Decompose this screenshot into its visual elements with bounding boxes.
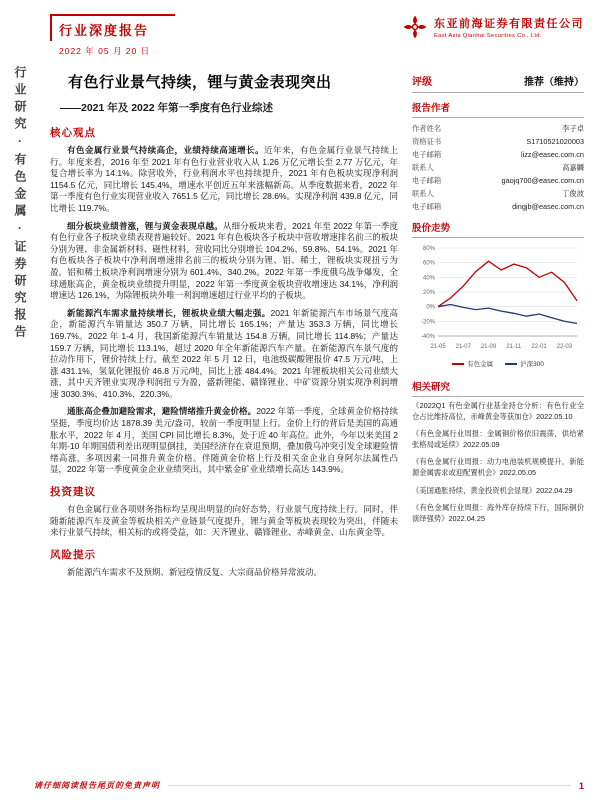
svg-text:21-09: 21-09	[480, 344, 497, 350]
paragraph-body: 2022 年第一季度，全球黄金价格持续坚挺，季度均价达 1878.39 美元/盎司，较前一季度明显上行。金价上行的背后是美国的高通胀水平，2022 年 4 月，美国 CPI 同比增长 8.3%，处于近 40 年高位。此外，今年以来美国 2 年期-10 年期国债利差出现明显倒挂，美国经济存在衰退预期，叠加俄乌冲突引发全球避险情绪高涨，多项因素一同推升黄金价格。伴随黄金价格上行及相关金企业自身阿尔法属性凸显，2022 年第一季度黄金企业业绩突出，其中紫金矿业业绩增长高达 143.9%。	[50, 406, 398, 475]
page-number: 1	[578, 780, 584, 791]
related-research-list	[412, 401, 584, 524]
author-row-label: 联系人	[412, 189, 434, 198]
core-paragraph	[50, 145, 398, 215]
company-logo-icon	[402, 14, 428, 40]
author-row-label: 电子邮箱	[412, 202, 442, 211]
authors-section-title: 报告作者	[412, 93, 584, 118]
svg-text:21-05: 21-05	[430, 344, 446, 350]
core-paragraph	[50, 221, 398, 302]
section-heading-investment: 投资建议	[50, 486, 96, 499]
svg-text:80%: 80%	[422, 246, 435, 252]
rating-row	[412, 73, 584, 93]
author-row	[412, 187, 584, 200]
price-chart	[412, 242, 584, 357]
legend-swatch-icon	[452, 363, 464, 365]
footer-divider	[168, 785, 571, 786]
header-left	[50, 14, 175, 57]
core-paragraph	[50, 308, 398, 401]
risk-paragraph: 新能源汽车需求不及预期、新冠疫情反复、大宗商品价格异常波动。	[67, 566, 323, 577]
paragraph-lead: 有色金属行业景气持续高企，业绩持续高速增长。	[67, 145, 265, 155]
related-item-title: 《2022Q1 有色金属行业基金持仓分析：有色行业全仓占比维持高位，赤峰黄金等获加仓》	[412, 401, 584, 421]
paragraph-lead: 通胀高企叠加避险需求，避险情绪推升黄金价格。	[67, 406, 257, 417]
author-email-link[interactable]: dingjb@easec.com.cn	[512, 202, 584, 211]
related-item-title: 《有色金属行业周报：海外库存持续下行，国际铜价演绎强势》	[412, 503, 584, 523]
author-row-label: 电子邮箱	[412, 176, 442, 185]
related-research-item[interactable]	[412, 401, 584, 422]
related-item-title: 《美国通胀持续，黄金投资机会显现》	[412, 485, 537, 495]
author-row	[412, 174, 584, 187]
price-chart-section-title: 股价走势	[412, 213, 584, 238]
author-row	[412, 161, 584, 174]
section-heading-risk: 风险提示	[50, 548, 96, 561]
page-subtitle: ——2021 年及 2022 年第一季度有色行业综述	[60, 102, 273, 114]
svg-text:60%: 60%	[422, 260, 435, 267]
paragraph-body: 从细分板块来看，2021 年至 2022 年第一季度有色行业各子板块业绩表现普遍较好。2021 年有色板块各子板块中营收增速排名前三的板块分别为锂、非金属新材料、磁性材料，营收同比分别增长 104.2%、59.8%、54.1%。2021 年有色板块各子板块中净利润增速排名前三的板块分别为锂、铝、稀土，锂板块实现扭亏为盈，铝和稀土板块净利润增速分别为 601.4%、340.2%。2022 年第一季度俄乌战争爆发，全球通胀高企，黄金板块业绩提升明显，2022 年第一季度黄金板块营收增速达 34.1%，净利润增速达 126.1%，为除锂板块外唯一利润增速超过行业平均的子板块。	[50, 220, 398, 301]
svg-text:21-07: 21-07	[455, 344, 471, 350]
related-item-date: 2022.05.09	[463, 439, 500, 449]
svg-text:40%: 40%	[422, 275, 435, 282]
right-column	[412, 67, 584, 584]
svg-text:22-01: 22-01	[531, 344, 547, 350]
related-research-item[interactable]	[412, 503, 584, 524]
investment-paragraph: 有色金属行业各项财务指标均呈现出明显的向好态势，行业景气度持续上行。同时，伴随新能源汽车及黄金等板块相关产业链景气度提升，锂与黄金等板块表现较为突出，伴随未来行业景气持续，相关标的或将受益，如：天齐锂业、赣锋锂业、赤峰黄金、山东黄金等。	[50, 504, 398, 538]
related-item-date: 2022.05.05	[499, 467, 537, 477]
main-column	[50, 67, 398, 584]
core-paragraph	[50, 406, 398, 476]
svg-text:22-03: 22-03	[556, 344, 573, 350]
author-row-label: 联系人	[412, 163, 434, 172]
svg-text:20%: 20%	[422, 290, 435, 296]
author-row-label: 作者姓名	[412, 124, 442, 133]
author-email-link[interactable]: lizz@easec.com.cn	[521, 150, 584, 159]
svg-text:-40%: -40%	[420, 334, 435, 340]
related-section-title: 相关研究	[412, 372, 584, 397]
legend-label: 沪深300	[520, 361, 544, 368]
company-name-en: East Asia Qianhai Securities Co., Ltd.	[434, 33, 542, 39]
legend-item-nonferrous	[452, 359, 493, 368]
author-row	[412, 200, 584, 213]
related-item-date: 2022.04.25	[448, 513, 486, 523]
rating-label: 评级	[412, 77, 432, 88]
paragraph-lead: 新能源汽车需求量持续增长，锂板块业绩大幅走强。	[67, 307, 271, 318]
section-heading-core: 核心观点	[50, 127, 96, 139]
legend-label: 有色金属	[467, 361, 494, 368]
author-row-label: 资格证书	[412, 137, 442, 146]
content-columns	[0, 57, 600, 584]
rating-value: 推荐（维持）	[524, 77, 584, 88]
svg-text:0%: 0%	[426, 304, 435, 311]
chart-legend	[412, 359, 584, 368]
authors-table	[412, 122, 584, 213]
related-research-item[interactable]	[412, 429, 584, 450]
report-type-label: 行业深度报告	[50, 14, 175, 41]
related-research-item[interactable]	[412, 457, 584, 478]
report-date: 2022 年 05 月 20 日	[59, 46, 151, 56]
sidebar-vertical-text: 行业研究·有色金属·证券研究报告	[13, 66, 27, 342]
footer	[34, 780, 584, 791]
related-item-date: 2022.04.29	[536, 485, 573, 495]
related-research-item[interactable]	[412, 486, 584, 497]
paragraph-body: 2021 年新能源汽车市场景气度高企，新能源汽车销量达 350.7 万辆，同比增长 165.1%；产量达 353.3 万辆，同比增长 169.7%。2022 年 1-4 月，我国新能源汽车销量达 154.8 万辆，同比增长 114.8%；产量达 159.7 万辆，同比增长 113.1%，超过 2020 年全年新能源汽车产量。在新能源汽车景气度的拉动作用下，锂价持续上行。截至 2022 年 5 月 12 日，电池级碳酸锂报价 47.5 万元/吨，上涨 431.1%，氢氧化锂报价 46.8 万元/吨，同比上涨 484.4%。2021 年锂板块相关公司业绩大涨，其中天齐锂业实现净利润扭亏为盈，盛新锂能、赣锋锂业、中矿资源分别实现净利润增速 3030.3%、410.3%、220.3%。	[50, 307, 398, 399]
author-row	[412, 122, 584, 135]
related-item-title: 《有色金属行业周报：动力电池装机规模提升，新能源金属需求或迎配置机会》	[412, 457, 584, 477]
header	[0, 0, 600, 57]
company-name-block	[434, 15, 584, 39]
author-row-value: 高嘉麟	[562, 163, 584, 172]
header-right	[402, 14, 584, 40]
related-item-title: 《有色金属行业周报：金属铜价格依旧震荡，供给紧张格局或延续》	[412, 429, 584, 449]
author-row	[412, 148, 584, 161]
author-row	[412, 135, 584, 148]
paragraph-lead: 细分板块业绩普涨，锂与黄金表现卓越。	[67, 220, 223, 231]
author-email-link[interactable]: gaojq700@easec.com.cn	[501, 176, 584, 185]
paragraph-body: 近年来，有色金属行业景气持续上行。年度来看，2016 年至 2021 年有色行业营业收入从 1.26 万亿元增长至 2.77 万亿元，年复合增长率为 14.1%。除营收外，行业利润水平也持续提升，2021 年有色板块实现净利润 1154.5 亿元，同比增长 145.4%，增速水平创近五年来涨幅新高。从季度数据来看，2022 年第一季度有色行业实现营业收入 7651.5 亿元，同比增长 28.6%。实现净利润 439.8 亿元，同比增长 119.7%。	[50, 145, 398, 213]
page-title: 有色行业景气持续，锂与黄金表现突出	[68, 74, 332, 91]
author-row-value: 李子卓	[562, 124, 584, 133]
svg-text:21-11: 21-11	[506, 344, 522, 350]
footer-disclaimer: 请仔细阅读报告尾页的免责声明	[34, 781, 160, 790]
author-row-label: 电子邮箱	[412, 150, 442, 159]
author-row-value: S1710521020003	[526, 137, 584, 146]
legend-swatch-icon	[505, 363, 517, 365]
company-name: 东亚前海证券有限责任公司	[434, 18, 584, 30]
author-row-value: 丁俊波	[562, 189, 584, 198]
related-item-date: 2022.05.10	[536, 411, 573, 421]
svg-text:-20%: -20%	[420, 319, 435, 326]
legend-item-csi300	[505, 359, 544, 368]
